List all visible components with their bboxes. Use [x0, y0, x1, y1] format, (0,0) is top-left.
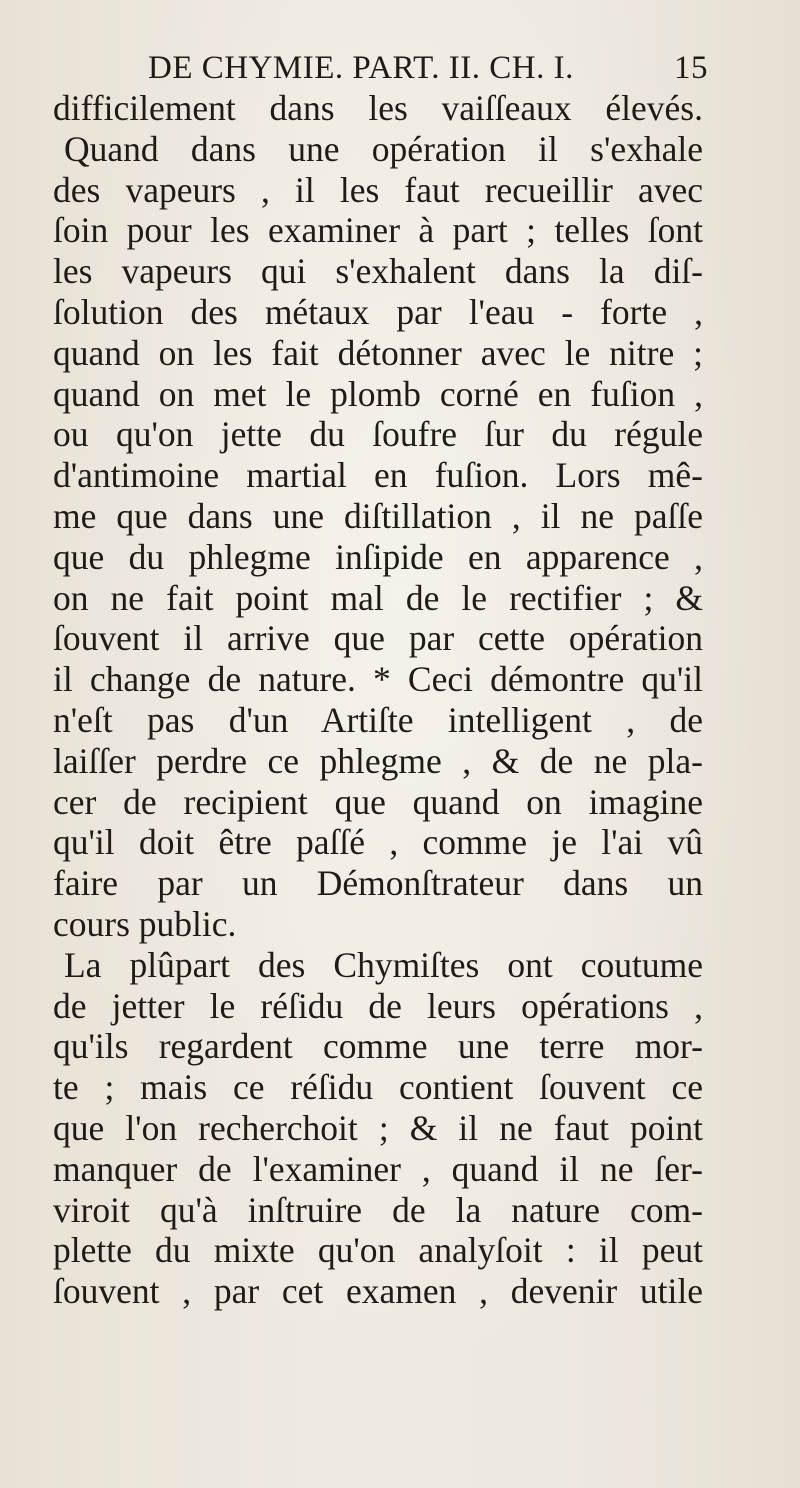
text-line: on ne fait point mal de le rectifier ; & [53, 577, 703, 618]
text-line: les vapeurs qui s'exhalent dans la diſ- [53, 251, 703, 292]
text-line: cer de recipient que quand on imagine [53, 781, 703, 822]
text-line: difficilement dans les vaiſſeaux élevés. [53, 88, 703, 128]
text-line: n'eſt pas d'un Artiſte intelligent , de [53, 699, 703, 740]
text-line: que l'on recherchoit ; & il ne faut point [53, 1107, 703, 1148]
text-line: me que dans une diſtillation , il ne paſſe [53, 495, 703, 536]
text-line: qu'ils regardent comme une terre mor- [53, 1026, 703, 1067]
text-line: manquer de l'examiner , quand il ne ſer- [53, 1148, 703, 1189]
paragraph-first-line: La plûpart des Chymiſtes ont coutume [64, 944, 703, 985]
text-line: quand on met le plomb corné en fuſion , [53, 373, 703, 414]
body-text [53, 88, 703, 1312]
page-number: 15 [674, 50, 708, 86]
text-line: d'antimoine martial en fuſion. Lors mê- [53, 455, 703, 496]
text-line: ou qu'on jette du ſoufre ſur du régule [53, 414, 703, 455]
paragraph-first-line: Quand dans une opération il s'exhale [64, 128, 703, 169]
text-line: qu'il doit être paſſé , comme je l'ai vû [53, 822, 703, 863]
text-line: de jetter le réſidu de leurs opérations , [53, 985, 703, 1026]
text-line: faire par un Démonſtrateur dans un [53, 863, 703, 904]
text-line: ſouvent il arrive que par cette opération [53, 618, 703, 659]
text-line: plette du mixte qu'on analyſoit : il peut [53, 1230, 703, 1271]
paragraph-last-line: cours public. [53, 903, 237, 944]
text-line: ſolution des métaux par l'eau - forte , [53, 291, 703, 332]
text-line: te ; mais ce réſidu contient ſouvent ce [53, 1067, 703, 1108]
text-line: laiſſer perdre ce phlegme , & de ne pla- [53, 740, 703, 781]
text-line: quand on les fait détonner avec le nitre ; [53, 332, 703, 373]
running-header [148, 46, 708, 90]
text-line: des vapeurs , il les faut recueillir avec [53, 169, 703, 210]
text-line: ſoin pour les examiner à part ; telles ſont [53, 210, 703, 251]
running-title: DE CHYMIE. PART. II. CH. I. [148, 50, 574, 86]
text-line: viroit qu'à inſtruire de la nature com- [53, 1189, 703, 1230]
text-line: que du phlegme inſipide en apparence , [53, 536, 703, 577]
text-line: il change de nature. * Ceci démontre qu'il [53, 659, 703, 700]
text-line: ſouvent , par cet examen , devenir utile [53, 1271, 703, 1312]
